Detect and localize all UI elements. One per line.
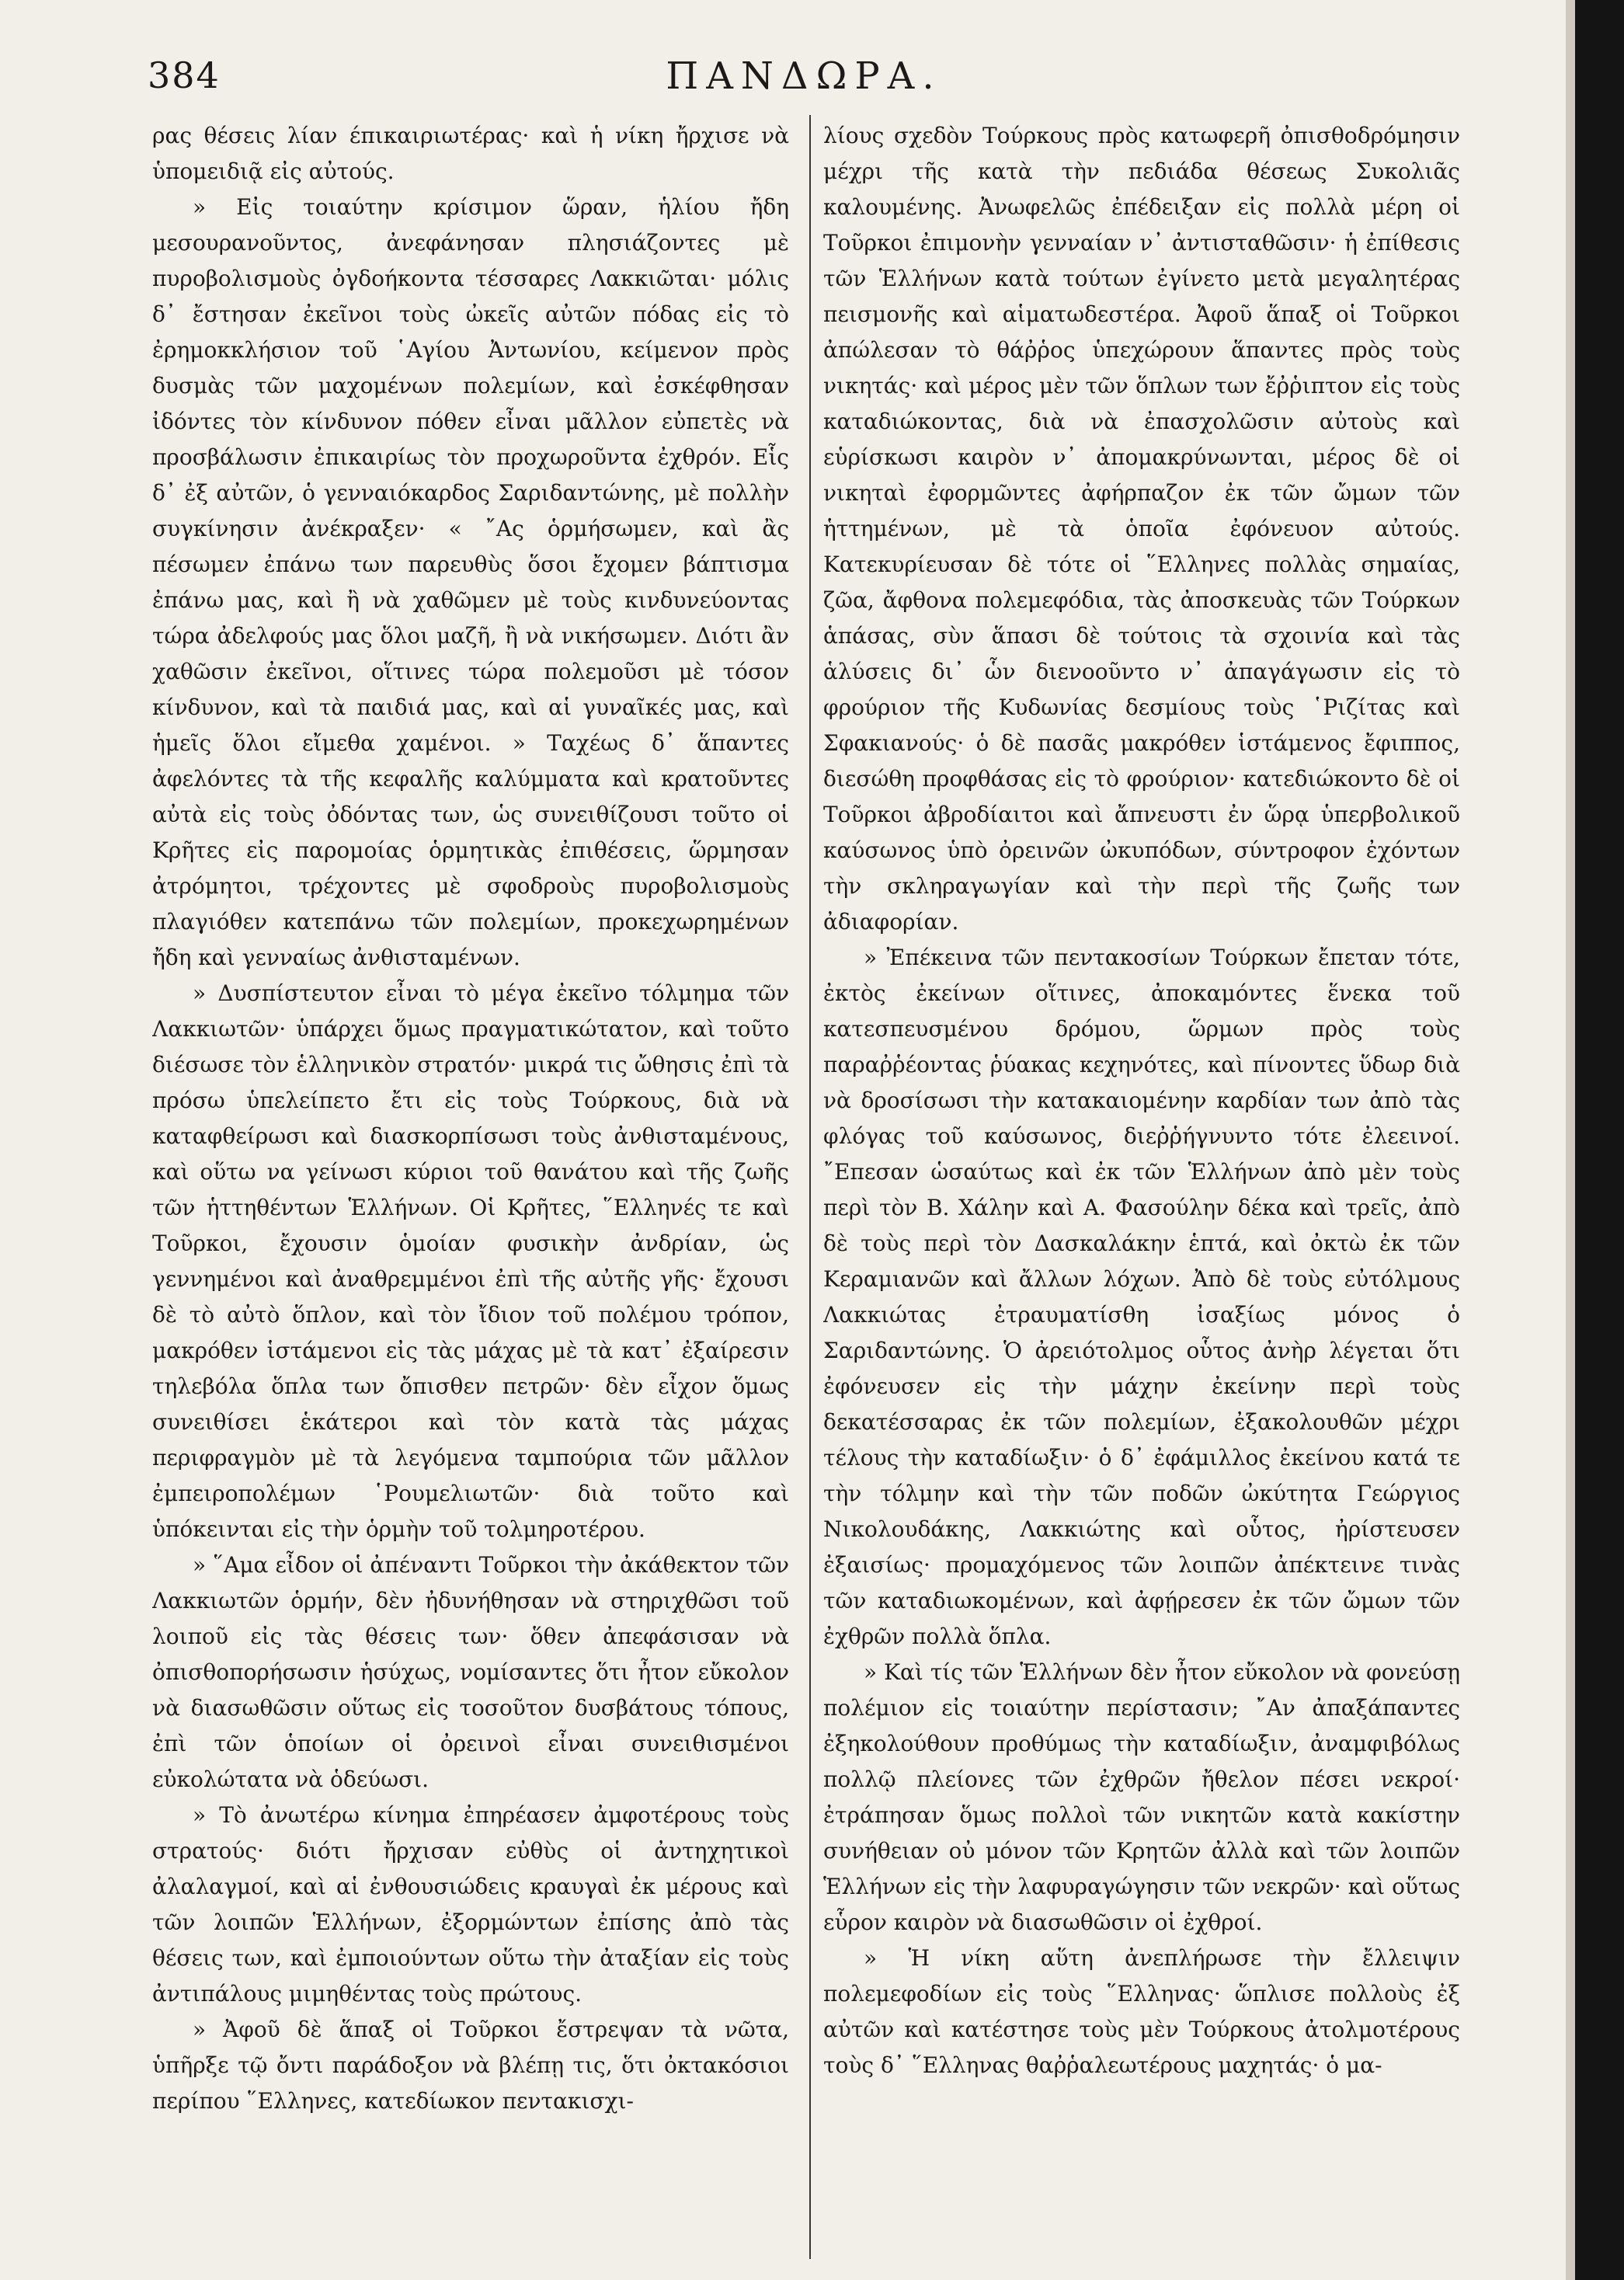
running-title: ΠΑΝΔΩΡΑ. bbox=[666, 54, 942, 98]
paragraph: » Καὶ τίς τῶν Ἑλλήνων δὲν ἦτον εὔκολον νὰ φονεύσῃ πολέμιον εἰς τοιαύτην περίστασιν; ῎Αν ἀπαξάπαντες ἐξηκολούθουν προθύμως τὴν καταδίωξιν, ἀναμφιβόλως πολλῷ πλείονες τῶν ἐχθρῶν ἤθελον πέσει νεκροί· ἐτράπησαν ὅμως πολλοὶ τῶν νικητῶν κατὰ κακίστην συνήθειαν οὐ μόνον τῶν Κρητῶν ἀλλὰ καὶ τῶν λοιπῶν Ἑλλήνων εἰς τὴν λαφυραγώγησιν τῶν νεκρῶν· καὶ οὕτως εὗρον καιρὸν νὰ διασωθῶσιν οἱ ἐχθροί. bbox=[823, 1659, 1460, 1935]
paragraph: » ῞Αμα εἶδον οἱ ἀπέναντι Τοῦρκοι τὴν ἀκάθεκτον τῶν Λακκιωτῶν ὁρμήν, δὲν ἠδυνήθησαν νὰ στηριχθῶσι τοῦ λοιποῦ εἰς τὰς θέσεις των· ὅθεν ἀπεφάσισαν νὰ ὀπισθοπορήσωσιν ἡσύχως, νομίσαντες ὅτι ἦτον εὔκολον νὰ διασωθῶσιν οὕτως εἰς τοσοῦτον δυσβάτους τόπους, ἐπὶ τῶν ὁποίων οἱ ὀρεινοὶ εἶναι συνειθισμένοι εὐκολώτατα νὰ ὁδεύωσι. bbox=[152, 1552, 789, 1792]
page-edge-shadow bbox=[1566, 0, 1575, 2280]
paragraph: λίους σχεδὸν Τούρκους πρὸς κατωφερῆ ὀπισθοδρόμησιν μέχρι τῆς κατὰ τὴν πεδιάδα θέσεως Συκολιᾶς καλουμένης. Ἀνωφελῶς ἐπέδειξαν εἰς πολλὰ μέρη οἱ Τοῦρκοι ἐπιμονὴν γενναίαν ν᾽ ἀντισταθῶσιν· ἡ ἐπίθεσις τῶν Ἑλλήνων κατὰ τούτων ἐγίνετο μετὰ μεγαλητέρας πεισμονῆς καὶ αἱματωδεστέρα. Ἀφοῦ ἅπαξ οἱ Τοῦρκοι ἀπώλεσαν τὸ θάῤῥος ὑπεχώρουν ἅπαντες πρὸς τοὺς νικητάς· καὶ μέρος μὲν τῶν ὅπλων των ἔῤῥιπτον εἰς τοὺς καταδιώκοντας, διὰ νὰ ἐπασχολῶσιν αὐτοὺς καὶ εὑρίσκωσι καιρὸν ν᾽ ἀπομακρύνωνται, μέρος δὲ οἱ νικηταὶ ἐφορμῶντες ἀφήρπαζον ἐκ τῶν ὤμων τῶν ἡττημένων, μὲ τὰ ὁποῖα ἐφόνευον αὐτούς. Κατεκυρίευσαν δὲ τότε οἱ ῞Ελληνες πολλὰς σημαίας, ζῶα, ἄφθονα πολεμεφόδια, τὰς ἀποσκευὰς τῶν Τούρκων ἁπάσας, σὺν ἅπασι δὲ τούτοις τὰ σχοινία καὶ τὰς ἁλύσεις δι᾽ ὧν διενοοῦντο ν᾽ ἀπαγάγωσιν εἰς τὸ φρούριον τῆς Κυδωνίας δεσμίους τοὺς ῾Ριζίτας καὶ Σφακιανούς· ὁ δὲ πασᾶς μακρόθεν ἱστάμενος ἔφιππος, διεσώθη προφθάσας εἰς τὸ φρούριον· κατεδιώκοντο δὲ οἱ Τοῦρκοι ἀβροδίαιτοι καὶ ἄπνευστι ἐν ὥρᾳ ὑπερβολικοῦ καύσωνος ὑπὸ ὀρεινῶν ὠκυπόδων, σύντροφον ἐχόντων τὴν σκληραγωγίαν καὶ τὴν περὶ τῆς ζωῆς των ἀδιαφορίαν. bbox=[823, 123, 1460, 935]
paragraph: » Ἀφοῦ δὲ ἅπαξ οἱ Τοῦρκοι ἔστρεψαν τὰ νῶτα, ὑπῆρξε τῷ ὄντι παράδοξον νὰ βλέπῃ τις, ὅτι ὀκτακόσιοι περίπου ῞Ελληνες, κατεδίωκον πεντακισχι- bbox=[152, 2017, 789, 2114]
page-header bbox=[148, 54, 1460, 109]
paragraph: » Ἐπέκεινα τῶν πεντακοσίων Τούρκων ἔπεταν τότε, ἐκτὸς ἐκείνων οἵτινες, ἀποκαμόντες ἕνεκα τοῦ κατεσπευσμένου δρόμου, ὥρμων πρὸς τοὺς παραῤῥέοντας ῥύακας κεχηνότες, καὶ πίνοντες ὕδωρ διὰ νὰ δροσίσωσι τὴν κατακαιομένην καρδίαν των ἀπὸ τὰς φλόγας τοῦ καύσωνος, διεῤῥήγνυντο τότε ἐλεεινοί. ῎Επεσαν ὡσαύτως καὶ ἐκ τῶν Ἑλλήνων ἀπὸ μὲν τοὺς περὶ τὸν Β. Χάλην καὶ Α. Φασούλην δέκα καὶ τρεῖς, ἀπὸ δὲ τοὺς περὶ τὸν Δασκαλάκην ἑπτά, καὶ ὀκτὼ ἐκ τῶν Κεραμιανῶν καὶ ἄλλων λόχων. Ἀπὸ δὲ τοὺς εὐτόλμους Λακκιώτας ἐτραυματίσθη ἰσαξίως μόνος ὁ Σαριδαντώνης. Ὁ ἀρειότολμος οὗτος ἀνὴρ λέγεται ὅτι ἐφόνευσεν εἰς τὴν μάχην ἐκείνην περὶ τοὺς δεκατέσσαρας ἐκ τῶν πολεμίων, ἐξακολουθῶν μέχρι τέλους τὴν καταδίωξιν· ὁ δ᾽ ἐφάμιλλος ἐκείνου κατά τε τὴν τόλμην καὶ τὴν τῶν ποδῶν ὠκύτητα Γεώργιος Νικολουδάκης, Λακκιώτης καὶ οὗτος, ἠρίστευσεν ἐξαισίως· προμαχόμενος τῶν λοιπῶν ἀπέκτεινε τινὰς τῶν καταδιωκομένων, καὶ ἀφῄρεσεν ἐκ τῶν ὤμων τῶν ἐχθρῶν πολλὰ ὅπλα. bbox=[823, 945, 1460, 1649]
column-divider bbox=[809, 115, 811, 2259]
paragraph: » Ἡ νίκη αὕτη ἀνεπλήρωσε τὴν ἔλλειψιν πολεμεφοδίων εἰς τοὺς ῞Ελληνας· ὥπλισε πολλοὺς ἐξ αὐτῶν καὶ κατέστησε τοὺς μὲν Τούρκους ἀτολμοτέρους τοὺς δ᾽ ῞Ελληνας θαῤῥαλεωτέρους μαχητάς· ὁ μα- bbox=[823, 1945, 1460, 2078]
page-number: 384 bbox=[148, 54, 221, 96]
paragraph: ρας θέσεις λίαν έπικαιριωτέρας· καὶ ἡ νίκη ἤρχισε νὰ ὑπομειδιᾷ εἰς αὐτούς. bbox=[152, 123, 789, 184]
paragraph: » Τὸ ἀνωτέρω κίνημα ἐπηρέασεν ἀμφοτέρους τοὺς στρατούς· διότι ἤρχισαν εὐθὺς οἱ ἀντηχητικοὶ ἀλαλαγμοί, καὶ αἱ ἐνθουσιώδεις κραυγαὶ ἐκ μέρους καὶ τῶν λοιπῶν Ἑλλήνων, ἐξορμώντων ἐπίσης ἀπὸ τὰς θέσεις των, καὶ ἐμποιούντων οὕτω τὴν ἀταξίαν εἰς τοὺς ἀντιπάλους μιμηθέντας τοὺς πρώτους. bbox=[152, 1802, 789, 2007]
left-column bbox=[152, 118, 789, 2262]
paragraph: » Εἰς τοιαύτην κρίσιμον ὥραν, ἡλίου ἤδη μεσουρανοῦντος, ἀνεφάνησαν πλησιάζοντες μὲ πυροβολισμοὺς ὀγδοήκοντα τέσσαρες Λακκιῶται· μόλις δ᾽ ἔστησαν ἐκεῖνοι τοὺς ὠκεῖς αὐτῶν πόδας εἰς τὸ ἐρημοκκλήσιον τοῦ ῾Αγίου Ἀντωνίου, κείμενον πρὸς δυσμὰς τῶν μαχομένων πολεμίων, καὶ ἐσκέφθησαν ἰδόντες τὸν κίνδυνον πόθεν εἶναι μᾶλλον εὐπετὲς νὰ προσβάλωσιν ἐπικαιρίως τὸν προχωροῦντα ἐχθρόν. Εἷς δ᾽ ἐξ αὐτῶν, ὁ γενναιόκαρδος Σαριδαντώνης, μὲ πολλὴν συγκίνησιν ἀνέκραξεν· « ῎Ας ὁρμήσωμεν, καὶ ἂς πέσωμεν ἐπάνω των παρευθὺς ὅσοι ἔχομεν βάπτισμα ἐπάνω μας, καὶ ἢ νὰ χαθῶμεν μὲ τοὺς κινδυνεύοντας τώρα ἀδελφούς μας ὅλοι μαζῆ, ἢ νὰ νικήσωμεν. Διότι ἂν χαθῶσιν ἐκεῖνοι, οἵτινες τώρα πολεμοῦσι μὲ τόσον κίνδυνον, καὶ τὰ παιδιά μας, καὶ αἱ γυναῖκές μας, καὶ ἡμεῖς ὅλοι εἴμεθα χαμένοι. » Ταχέως δ᾽ ἅπαντες ἀφελόντες τὰ τῆς κεφαλῆς καλύμματα καὶ κρατοῦντες αὐτὰ εἰς τοὺς ὀδόντας των, ὡς συνειθίζουσι τοῦτο οἱ Κρῆτες εἰς παρομοίας ὁρμητικὰς ἐπιθέσεις, ὥρμησαν ἀτρόμητοι, τρέχοντες μὲ σφοδροὺς πυροβολισμοὺς πλαγιόθεν κατεπάνω τῶν πολεμίων, προκεχωρημένων ἤδη καὶ γενναίως ἀνθισταμένων. bbox=[152, 194, 789, 970]
paragraph: » Δυσπίστευτον εἶναι τὸ μέγα ἐκεῖνο τόλμημα τῶν Λακκιωτῶν· ὑπάρχει ὅμως πραγματικώτατον, καὶ τοῦτο διέσωσε τὸν ἑλληνικὸν στρατόν· μικρά τις ὤθησις ἐπὶ τὰ πρόσω ὑπελείπετο ἔτι εἰς τοὺς Τούρκους, διὰ νὰ καταφθείρωσι καὶ διασκορπίσωσι τοὺς ἀνθισταμένους, καὶ οὕτω να γείνωσι κύριοι τοῦ θανάτου καὶ τῆς ζωῆς τῶν ἡττηθέντων Ἑλλήνων. Οἱ Κρῆτες, ῞Ελληνές τε καὶ Τοῦρκοι, ἔχουσιν ὁμοίαν φυσικὴν ἀνδρίαν, ὡς γεννημένοι καὶ ἀναθρεμμένοι ἐπὶ τῆς αὐτῆς γῆς· ἔχουσι δὲ τὸ αὐτὸ ὅπλον, καὶ τὸν ἴδιον τοῦ πολέμου τρόπον, μακρόθεν ἱστάμενοι εἰς τὰς μάχας μὲ τὰ κατ᾽ ἐξαίρεσιν τηλεβόλα ὅπλα των ὄπισθεν πετρῶν· δὲν εἶχον ὅμως συνειθίσει ἑκάτεροι καὶ τὸν κατὰ τὰς μάχας περιφραγμὸν μὲ τὰ λεγόμενα ταμπούρια τῶν μᾶλλον ἐμπειροπολέμων ῾Ρουμελιωτῶν· διὰ τοῦτο καὶ ὑπόκεινται εἰς τὴν ὁρμὴν τοῦ τολμηροτέρου. bbox=[152, 980, 789, 1542]
right-column bbox=[823, 118, 1460, 2262]
book-gutter-edge bbox=[1575, 0, 1624, 2280]
